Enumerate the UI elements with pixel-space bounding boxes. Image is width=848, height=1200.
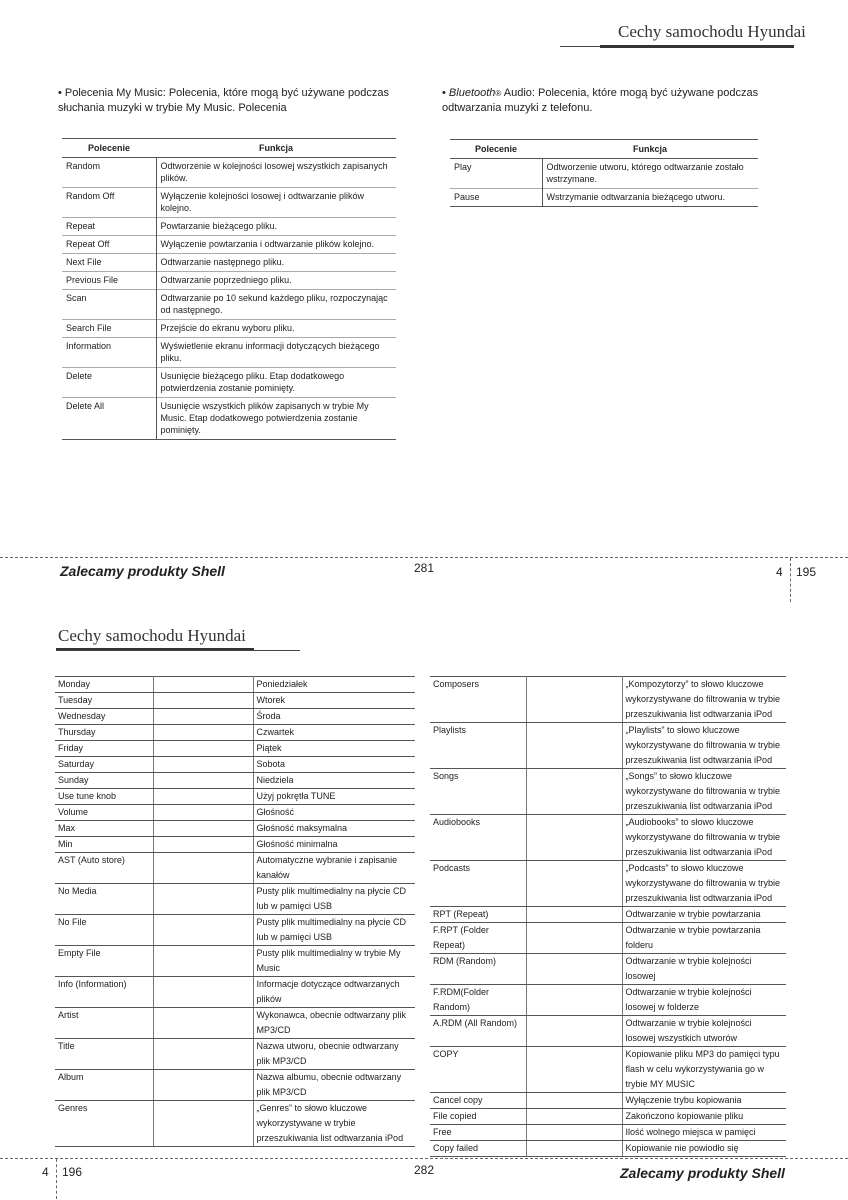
glossary-row [55, 946, 415, 977]
glossary-row [55, 977, 415, 1008]
glossary-row [430, 907, 786, 923]
glossary-term: Copy failed [430, 1141, 526, 1157]
glossary-term: Sunday [55, 773, 153, 789]
glossary-row [430, 954, 786, 985]
glossary-translation: Głośność minimalna [253, 837, 415, 853]
glossary-translation: Wykonawca, obecnie odtwarzany plik MP3/CD [253, 1008, 415, 1039]
glossary-spacer [153, 709, 253, 725]
glossary-translation: Odtwarzanie w trybie powtarzania folderu [622, 923, 786, 954]
glossary-spacer [526, 1047, 622, 1093]
glossary-row [430, 985, 786, 1016]
glossary-translation: Poniedziałek [253, 677, 415, 693]
glossary-term: No File [55, 915, 153, 946]
command-function: Wyświetlenie ekranu informacji dotyczących bieżącego pliku. [156, 338, 396, 368]
command-row [450, 189, 758, 207]
top-footer-section: 4 [776, 565, 783, 579]
glossary-translation: Środa [253, 709, 415, 725]
glossary-term: A.RDM (All Random) [430, 1016, 526, 1047]
glossary-spacer [153, 677, 253, 693]
glossary-row [55, 677, 415, 693]
command-function: Wyłączenie powtarzania i odtwarzanie plików kolejno. [156, 236, 396, 254]
glossary-translation: Użyj pokrętła TUNE [253, 789, 415, 805]
glossary-translation: Automatyczne wybranie i zapisanie kanałów [253, 853, 415, 884]
glossary-row [55, 1039, 415, 1070]
glossary-row [55, 757, 415, 773]
glossary-translation: „Playlists” to słowo kluczowe wykorzystywane do filtrowania w trybie przeszukiwania list odtwarzania iPod [622, 723, 786, 769]
glossary-spacer [153, 915, 253, 946]
bottom-header-rule [56, 650, 300, 651]
bluetooth-word: Bluetooth [448, 87, 496, 99]
glossary-term: Songs [430, 769, 526, 815]
glossary-row [55, 1101, 415, 1147]
command-row [62, 290, 396, 320]
glossary-translation: Odtwarzanie w trybie powtarzania [622, 907, 786, 923]
bottom-header-title: Cechy samochodu Hyundai [58, 626, 246, 645]
glossary-spacer [526, 923, 622, 954]
glossary-spacer [153, 1101, 253, 1147]
glossary-term: Wednesday [55, 709, 153, 725]
top-header-title: Cechy samochodu Hyundai [618, 22, 806, 41]
glossary-row [430, 1093, 786, 1109]
glossary-spacer [526, 677, 622, 723]
top-footer-page: 195 [796, 565, 817, 579]
page-divider-bottom [0, 1158, 848, 1159]
command-function: Odtworzenie w kolejności losowej wszystkich zapisanych plików. [160, 161, 388, 183]
glossary-spacer [153, 837, 253, 853]
command-name: Random Off [62, 188, 156, 218]
glossary-row [430, 723, 786, 769]
bottom-footer-brand: Zalecamy produkty Shell [620, 1165, 785, 1181]
glossary-row [55, 884, 415, 915]
glossary-term: Tuesday [55, 693, 153, 709]
glossary-term: Friday [55, 741, 153, 757]
glossary-row [430, 861, 786, 907]
glossary-spacer [153, 805, 253, 821]
glossary-translation: Pusty plik multimedialny na płycie CD lub w pamięci USB [253, 915, 415, 946]
glossary-row [430, 1047, 786, 1093]
top-footer-tick [790, 558, 791, 602]
glossary-spacer [153, 1008, 253, 1039]
command-name: Repeat Off [62, 236, 156, 254]
glossary-translation: „Songs” to słowo kluczowe wykorzystywane do filtrowania w trybie przeszukiwania list odtwarzania iPod [622, 769, 786, 815]
glossary-spacer [153, 1039, 253, 1070]
glossary-spacer [526, 1125, 622, 1141]
glossary-term: F.RDM(Folder Random) [430, 985, 526, 1016]
col-header-function: Funkcja [156, 139, 396, 158]
glossary-row [55, 821, 415, 837]
glossary-term: Info (Information) [55, 977, 153, 1008]
command-function: Odtwarzanie następnego pliku. [156, 254, 396, 272]
glossary-term: Composers [430, 677, 526, 723]
glossary-row [55, 915, 415, 946]
glossary-spacer [153, 821, 253, 837]
glossary-term: File copied [430, 1109, 526, 1125]
command-function: Odtwarzanie poprzedniego pliku. [156, 272, 396, 290]
command-row [62, 188, 396, 218]
glossary-translation: Czwartek [253, 725, 415, 741]
glossary-spacer [526, 769, 622, 815]
glossary-row [55, 1008, 415, 1039]
top-footer-brand: Zalecamy produkty Shell [60, 563, 225, 579]
command-name: Repeat [62, 218, 156, 236]
glossary-translation: „Genres” to słowo kluczowe wykorzystywane w trybie przeszukiwania list odtwarzania iPod [253, 1101, 415, 1147]
glossary-translation: Zakończono kopiowanie pliku [622, 1109, 786, 1125]
glossary-translation: Głośność maksymalna [253, 821, 415, 837]
glossary-spacer [153, 693, 253, 709]
glossary-row [55, 741, 415, 757]
glossary-spacer [153, 741, 253, 757]
glossary-translation: Ilość wolnego miejsca w pamięci [622, 1125, 786, 1141]
glossary-translation: Pusty plik multimedialny w trybie My Music [253, 946, 415, 977]
command-row [62, 320, 396, 338]
my-music-command-table [62, 138, 396, 440]
glossary-term: Podcasts [430, 861, 526, 907]
command-function: Wstrzymanie odtwarzania bieżącego utworu. [542, 189, 758, 207]
glossary-term: RPT (Repeat) [430, 907, 526, 923]
glossary-term: Monday [55, 677, 153, 693]
bottom-footer-section: 4 [42, 1165, 49, 1179]
glossary-row [430, 1141, 786, 1157]
glossary-translation: Wtorek [253, 693, 415, 709]
command-name: Delete All [62, 398, 156, 440]
glossary-row [55, 789, 415, 805]
top-footer-page-number: 281 [414, 561, 435, 575]
command-row [62, 158, 396, 188]
glossary-term: Max [55, 821, 153, 837]
glossary-term: Thursday [55, 725, 153, 741]
glossary-term: Album [55, 1070, 153, 1101]
glossary-spacer [526, 861, 622, 907]
glossary-table-right [430, 676, 786, 1157]
glossary-term: Saturday [55, 757, 153, 773]
glossary-spacer [526, 954, 622, 985]
my-music-intro: • Polecenia My Music: Polecenia, które mogą być używane podczas słuchania muzyki w trybie My Music. Polecenia [58, 87, 389, 114]
page-divider-top [0, 557, 848, 558]
glossary-translation: Wyłączenie trybu kopiowania [622, 1093, 786, 1109]
glossary-translation: Kopiowanie pliku MP3 do pamięci typu flash w celu wykorzystywania go w trybie MY MUSIC [622, 1047, 786, 1093]
command-function: Odtworzenie utworu, którego odtwarzanie zostało wstrzymane. [546, 162, 744, 184]
glossary-spacer [526, 1141, 622, 1157]
col-header-command: Polecenie [62, 139, 156, 158]
command-function: Przejście do ekranu wyboru pliku. [156, 320, 396, 338]
col-header-command: Polecenie [450, 140, 542, 159]
glossary-spacer [526, 1016, 622, 1047]
glossary-spacer [153, 773, 253, 789]
glossary-spacer [153, 884, 253, 915]
glossary-row [55, 725, 415, 741]
glossary-translation: „Kompozytorzy” to słowo kluczowe wykorzystywane do filtrowania w trybie przeszukiwania list odtwarzania iPod [622, 677, 786, 723]
glossary-translation: Głośność [253, 805, 415, 821]
glossary-row [430, 1109, 786, 1125]
command-row [62, 218, 396, 236]
glossary-term: Min [55, 837, 153, 853]
glossary-term: Title [55, 1039, 153, 1070]
command-row [62, 338, 396, 368]
glossary-row [55, 709, 415, 725]
bottom-footer-page-number: 282 [414, 1163, 435, 1177]
command-row [62, 398, 396, 440]
glossary-spacer [153, 757, 253, 773]
glossary-translation: Niedziela [253, 773, 415, 789]
command-function: Usunięcie wszystkich plików zapisanych w trybie My Music. Etap dodatkowego potwierdzenia zostanie pominięty. [156, 398, 396, 440]
glossary-translation: Piątek [253, 741, 415, 757]
glossary-term: RDM (Random) [430, 954, 526, 985]
glossary-translation: Odtwarzanie w trybie kolejności losowej [622, 954, 786, 985]
command-name: Information [62, 338, 156, 368]
glossary-spacer [153, 946, 253, 977]
command-row [62, 236, 396, 254]
top-header-rule-accent [600, 45, 794, 48]
command-function: Odtwarzanie po 10 sekund każdego pliku, rozpoczynając od następnego. [156, 290, 396, 320]
command-name: Delete [62, 368, 156, 398]
glossary-spacer [526, 1093, 622, 1109]
glossary-translation: Nazwa albumu, obecnie odtwarzany plik MP3/CD [253, 1070, 415, 1101]
glossary-row [55, 853, 415, 884]
glossary-spacer [153, 1070, 253, 1101]
command-name: Scan [62, 290, 156, 320]
glossary-spacer [526, 815, 622, 861]
glossary-translation: „Audiobooks” to słowo kluczowe wykorzystywane do filtrowania w trybie przeszukiwania list odtwarzania iPod [622, 815, 786, 861]
glossary-translation: Sobota [253, 757, 415, 773]
glossary-spacer [526, 723, 622, 769]
glossary-term: AST (Auto store) [55, 853, 153, 884]
bottom-footer-tick [56, 1159, 57, 1199]
glossary-term: Audiobooks [430, 815, 526, 861]
glossary-row [430, 1125, 786, 1141]
command-name: Pause [450, 189, 542, 207]
command-function: Usunięcie bieżącego pliku. Etap dodatkowego potwierdzenia zostanie pominięty. [156, 368, 396, 398]
command-name: Play [450, 159, 542, 189]
glossary-term: Genres [55, 1101, 153, 1147]
glossary-term: Free [430, 1125, 526, 1141]
glossary-row [430, 923, 786, 954]
glossary-term: F.RPT (Folder Repeat) [430, 923, 526, 954]
glossary-row [55, 1070, 415, 1101]
glossary-term: Use tune knob [55, 789, 153, 805]
glossary-table-left [55, 676, 415, 1147]
command-name: Search File [62, 320, 156, 338]
glossary-row [430, 677, 786, 723]
command-row [62, 368, 396, 398]
command-name: Next File [62, 254, 156, 272]
glossary-spacer [526, 907, 622, 923]
glossary-row [55, 805, 415, 821]
glossary-term: Volume [55, 805, 153, 821]
glossary-spacer [526, 1109, 622, 1125]
glossary-translation: Pusty plik multimedialny na płycie CD lub w pamięci USB [253, 884, 415, 915]
glossary-term: Playlists [430, 723, 526, 769]
glossary-term: Empty File [55, 946, 153, 977]
command-row [62, 272, 396, 290]
glossary-translation: Odtwarzanie w trybie kolejności losowej wszystkich utworów [622, 1016, 786, 1047]
glossary-row [430, 1016, 786, 1047]
command-row [450, 159, 758, 189]
command-function: Powtarzanie bieżącego pliku. [156, 218, 396, 236]
glossary-row [430, 815, 786, 861]
glossary-translation: „Podcasts” to słowo kluczowe wykorzystywane do filtrowania w trybie przeszukiwania list odtwarzania iPod [622, 861, 786, 907]
registered-mark: ® [495, 89, 502, 98]
glossary-row [430, 769, 786, 815]
glossary-spacer [153, 725, 253, 741]
glossary-translation: Nazwa utworu, obecnie odtwarzany plik MP3/CD [253, 1039, 415, 1070]
bottom-footer-page: 196 [62, 1165, 83, 1179]
glossary-spacer [153, 977, 253, 1008]
glossary-translation: Odtwarzanie w trybie kolejności losowej w folderze [622, 985, 786, 1016]
col-header-function: Funkcja [542, 140, 758, 159]
glossary-spacer [526, 985, 622, 1016]
glossary-translation: Informacje dotyczące odtwarzanych plików [253, 977, 415, 1008]
glossary-row [55, 693, 415, 709]
glossary-term: No Media [55, 884, 153, 915]
glossary-term: Cancel copy [430, 1093, 526, 1109]
command-function: Wyłączenie kolejności losowej i odtwarzanie plików kolejno. [156, 188, 396, 218]
glossary-row [55, 837, 415, 853]
glossary-spacer [153, 853, 253, 884]
glossary-row [55, 773, 415, 789]
bluetooth-intro-text: Audio: Polecenia, które mogą być używane podczas odtwarzania muzyki z telefonu. [442, 87, 759, 114]
bluetooth-intro: • Bluetooth® Audio: Polecenia, które mogą być używane podczas odtwarzania muzyki z telefonu. [442, 87, 759, 114]
glossary-translation: Kopiowanie nie powiodło się [622, 1141, 786, 1157]
glossary-term: Artist [55, 1008, 153, 1039]
bluetooth-command-table [450, 139, 758, 207]
glossary-spacer [153, 789, 253, 805]
glossary-term: COPY [430, 1047, 526, 1093]
command-row [62, 254, 396, 272]
command-name: Previous File [62, 272, 156, 290]
command-name: Random [62, 158, 156, 188]
